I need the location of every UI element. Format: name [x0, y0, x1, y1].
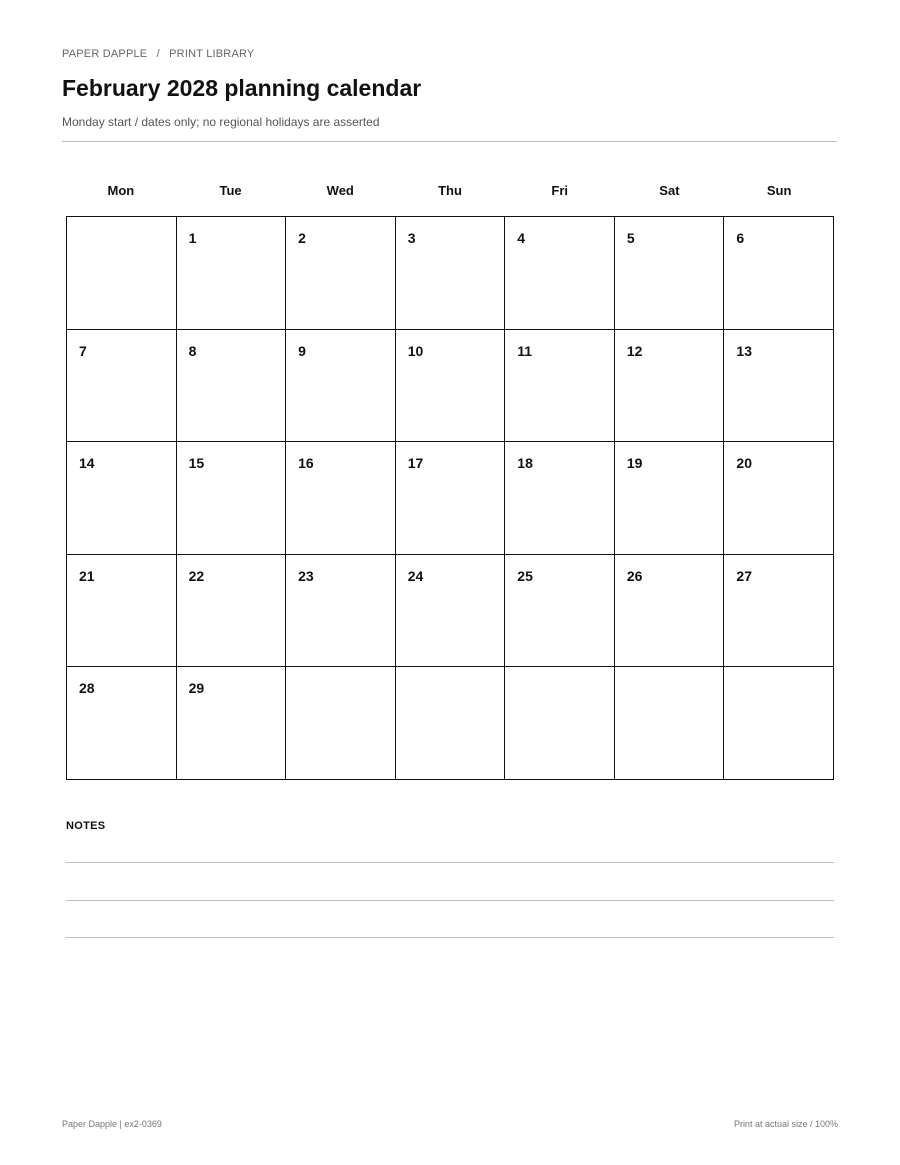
notes-line: [66, 937, 834, 938]
day-cell-1: [177, 217, 287, 330]
day-number: 27: [736, 567, 752, 584]
day-number: 7: [79, 342, 87, 359]
day-number: 5: [626, 230, 635, 246]
day-number: 6: [736, 230, 745, 246]
day-number: 10: [407, 342, 424, 359]
day-number: 24: [407, 567, 424, 584]
breadcrumb-separator: /: [156, 48, 160, 60]
day-cell-16: [286, 442, 396, 555]
day-cell-22: [177, 555, 287, 668]
day-number: 29: [188, 680, 205, 697]
day-cell-23: [286, 555, 396, 668]
day-number: 26: [626, 567, 643, 584]
notes-line: [66, 900, 834, 901]
day-number: 28: [79, 680, 95, 697]
weekday-sun: Sun: [766, 183, 792, 198]
day-number: 23: [298, 567, 314, 584]
day-number: 25: [517, 567, 533, 584]
day-number: 16: [298, 455, 314, 472]
day-number: 11: [517, 342, 533, 359]
day-cell-6: [724, 217, 834, 330]
day-number: 19: [626, 455, 643, 472]
calendar-grid: [66, 216, 834, 780]
notes-line: [66, 862, 834, 863]
day-cell-20: [724, 442, 834, 555]
day-cell-25: [505, 555, 615, 668]
day-number: 18: [517, 455, 533, 472]
day-number: 2: [298, 230, 306, 246]
day-cell-27: [724, 555, 834, 668]
day-cell-10: [396, 330, 506, 443]
day-number: 9: [298, 342, 306, 359]
notes-label: NOTES: [66, 820, 106, 832]
day-cell-13: [724, 330, 834, 443]
day-number: 21: [79, 567, 95, 584]
day-cell-29: [177, 667, 287, 780]
day-number: 1: [188, 230, 197, 246]
empty-day-cell: [615, 667, 725, 780]
day-cell-28: [67, 667, 177, 780]
empty-day-cell: [724, 667, 834, 780]
day-number: 8: [188, 342, 197, 359]
weekday-tue: Tue: [219, 183, 242, 198]
day-cell-17: [396, 442, 506, 555]
day-cell-19: [615, 442, 725, 555]
day-cell-5: [615, 217, 725, 330]
weekday-fri: Fri: [551, 183, 569, 198]
footer-print-note: Print at actual size / 100%: [733, 1119, 838, 1129]
day-number: 17: [407, 455, 424, 472]
day-cell-9: [286, 330, 396, 443]
page-title: February 2028 planning calendar: [62, 75, 422, 101]
day-cell-21: [67, 555, 177, 668]
day-number: 15: [188, 455, 205, 472]
weekday-thu: Thu: [438, 183, 462, 198]
day-cell-2: [286, 217, 396, 330]
empty-day-cell: [67, 217, 177, 330]
day-number: 20: [736, 455, 752, 472]
day-cell-15: [177, 442, 287, 555]
weekday-wed: Wed: [326, 183, 354, 198]
weekday-sat: Sat: [659, 183, 680, 198]
breadcrumb-brand: PAPER DAPPLE: [62, 48, 148, 60]
day-number: 22: [188, 567, 205, 584]
day-number: 12: [626, 342, 643, 359]
day-cell-3: [396, 217, 506, 330]
empty-day-cell: [286, 667, 396, 780]
day-cell-7: [67, 330, 177, 443]
day-cell-14: [67, 442, 177, 555]
empty-day-cell: [396, 667, 506, 780]
day-cell-8: [177, 330, 287, 443]
breadcrumb: [62, 48, 254, 60]
day-cell-18: [505, 442, 615, 555]
weekday-header-row: [66, 183, 834, 198]
day-number: 3: [407, 230, 416, 246]
day-cell-12: [615, 330, 725, 443]
day-cell-4: [505, 217, 615, 330]
day-cell-26: [615, 555, 725, 668]
day-number: 13: [736, 342, 752, 359]
day-number: 4: [517, 230, 526, 246]
day-cell-24: [396, 555, 506, 668]
header-divider: [62, 141, 837, 142]
weekday-mon: Mon: [107, 183, 135, 198]
footer-id: Paper Dapple | ex2-0369: [62, 1119, 162, 1129]
page-subtitle: Monday start / dates only; no regional holidays are asserted: [62, 115, 380, 129]
day-number: 14: [79, 455, 95, 472]
breadcrumb-section: PRINT LIBRARY: [169, 48, 255, 60]
day-cell-11: [505, 330, 615, 443]
empty-day-cell: [505, 667, 615, 780]
